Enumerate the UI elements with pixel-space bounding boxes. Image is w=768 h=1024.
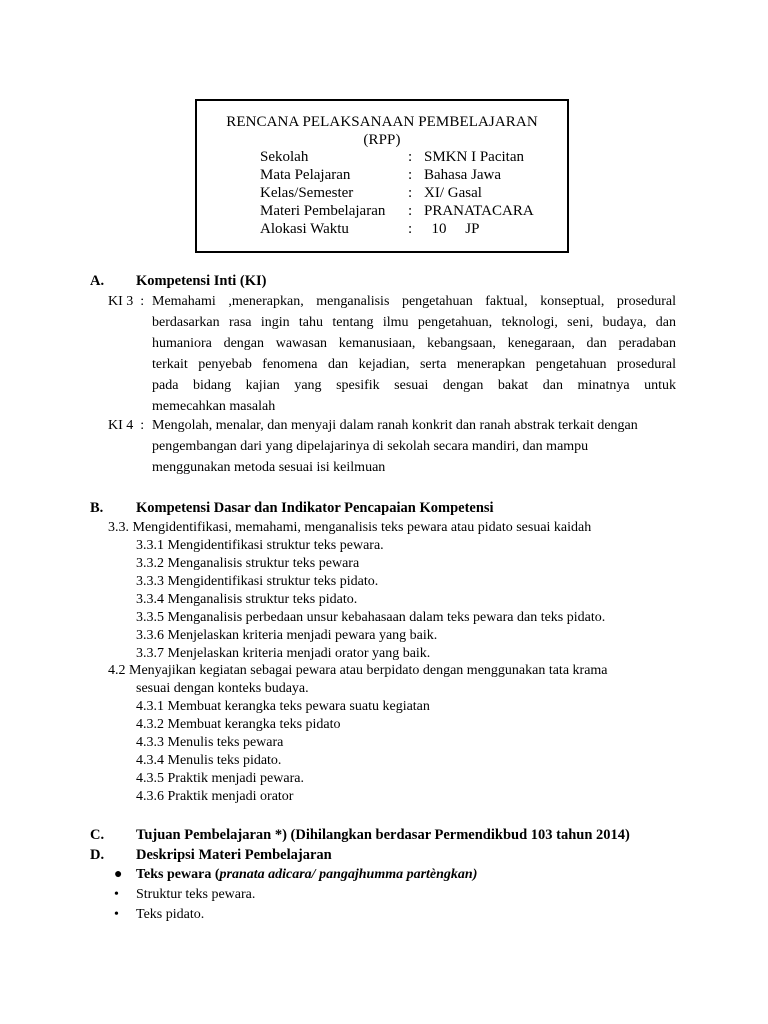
meta-row-school	[260, 148, 524, 166]
meta-value: Bahasa Jawa	[424, 167, 502, 183]
kd-4-2-cont: sesuai dengan konteks budaya.	[136, 681, 309, 696]
ki3-line: berdasarkan rasa ingin tahu tentang ilmu pengetahuan, teknologi, seni, budaya, dan	[152, 315, 676, 330]
meta-sep: :	[408, 167, 413, 183]
indicator-item: 3.3.4 Menganalisis struktur teks pidato.	[136, 592, 358, 607]
ki3-label: KI 3 :	[108, 294, 145, 309]
indicator-item: 4.3.4 Menulis teks pidato.	[136, 753, 282, 768]
bullet-icon: •	[114, 887, 119, 902]
meta-value: XI/ Gasal	[424, 185, 482, 201]
section-b-title: Kompetensi Dasar dan Indikator Pencapaian Kompetensi	[136, 500, 494, 516]
ki3-line: terkait penyebab fenomena dan kejadian, serta menerapkan pengetahuan prosedural	[152, 357, 676, 372]
meta-value: 10 JP	[424, 221, 480, 237]
ki4-line: pengembangan dari yang dipelajarinya di sekolah secara mandiri, dan mampu	[152, 439, 589, 454]
meta-value: SMKN I Pacitan	[424, 149, 524, 165]
ki3-text	[152, 291, 676, 417]
bullet-item-pewara	[136, 866, 477, 884]
meta-sep: :	[408, 221, 413, 237]
ki3-line: Memahami ,menerapkan, menganalisis pengetahuan faktual, konseptual, prosedural	[152, 294, 676, 309]
ki3-line: pada bidang kajian yang spesifik sesuai dengan bakat dan minatnya untuk	[152, 378, 676, 393]
indicator-item: 3.3.1 Mengidentifikasi struktur teks pewara.	[136, 538, 384, 553]
meta-label: Materi Pembelajaran	[260, 203, 386, 219]
section-d-title: Deskripsi Materi Pembelajaran	[136, 847, 332, 863]
kd-3-3: 3.3. Mengidentifikasi, memahami, menganalisis teks pewara atau pidato sesuai kaidah	[108, 520, 592, 535]
header-box	[195, 99, 569, 253]
bullet-italic-text: pranata adicara/ pangajhumma partèngkan)	[219, 867, 478, 882]
meta-value: PRANATACARA	[424, 203, 534, 219]
indicator-item: 4.3.5 Praktik menjadi pewara.	[136, 771, 304, 786]
indicator-item: 3.3.2 Menganalisis struktur teks pewara	[136, 556, 360, 571]
bullet-bold-text: Teks pewara (	[136, 867, 220, 882]
section-a-letter: A.	[90, 273, 105, 289]
indicator-item: 3.3.3 Mengidentifikasi struktur teks pidato.	[136, 574, 379, 589]
meta-label: Kelas/Semester	[260, 185, 354, 201]
meta-label: Alokasi Waktu	[260, 221, 349, 237]
section-d-letter: D.	[90, 847, 105, 863]
bullet-icon: •	[114, 907, 119, 922]
meta-row-subject	[260, 166, 501, 184]
kd-4-2: 4.2 Menyajikan kegiatan sebagai pewara atau berpidato dengan menggunakan tata krama	[108, 663, 608, 678]
bullet-icon: ●	[114, 867, 123, 882]
ki3-line: memecahkan masalah	[152, 399, 276, 414]
section-c-title: Tujuan Pembelajaran *) (Dihilangkan berdasar Permendikbud 103 tahun 2014)	[136, 827, 630, 843]
ki4-text	[152, 415, 676, 478]
document-subtitle: (RPP)	[363, 132, 401, 148]
meta-row-time	[260, 220, 479, 238]
ki3-line: humaniora dengan wawasan kemanusiaan, kebangsaan, kenegaraan, dan peradaban	[152, 336, 676, 351]
meta-row-material	[260, 202, 534, 220]
indicator-item: 3.3.7 Menjelaskan kriteria menjadi orator yang baik.	[136, 646, 431, 661]
section-a-title: Kompetensi Inti (KI)	[136, 273, 267, 289]
indicator-item: 3.3.5 Menganalisis perbedaan unsur kebahasaan dalam teks pewara dan teks pidato.	[136, 610, 606, 625]
ki4-label: KI 4 :	[108, 418, 145, 433]
indicator-item: 4.3.1 Membuat kerangka teks pewara suatu kegiatan	[136, 699, 430, 714]
section-c-letter: C.	[90, 827, 105, 843]
indicator-item: 4.3.6 Praktik menjadi orator	[136, 789, 294, 804]
indicator-item: 4.3.2 Membuat kerangka teks pidato	[136, 717, 341, 732]
section-b-letter: B.	[90, 500, 104, 516]
meta-label: Mata Pelajaran	[260, 167, 351, 183]
indicator-item: 3.3.6 Menjelaskan kriteria menjadi pewara yang baik.	[136, 628, 438, 643]
ki4-line: Mengolah, menalar, dan menyaji dalam ranah konkrit dan ranah abstrak terkait dengan	[152, 418, 638, 433]
meta-label: Sekolah	[260, 149, 309, 165]
meta-sep: :	[408, 185, 413, 201]
meta-row-class	[260, 184, 482, 202]
meta-sep: :	[408, 149, 413, 165]
bullet-item-struktur: Struktur teks pewara.	[136, 887, 256, 902]
meta-sep: :	[408, 203, 413, 219]
bullet-item-pidato: Teks pidato.	[136, 907, 205, 922]
ki4-line: menggunakan metoda sesuai isi keilmuan	[152, 460, 386, 475]
indicator-item: 4.3.3 Menulis teks pewara	[136, 735, 284, 750]
document-title: RENCANA PELAKSANAAN PEMBELAJARAN	[226, 114, 538, 130]
